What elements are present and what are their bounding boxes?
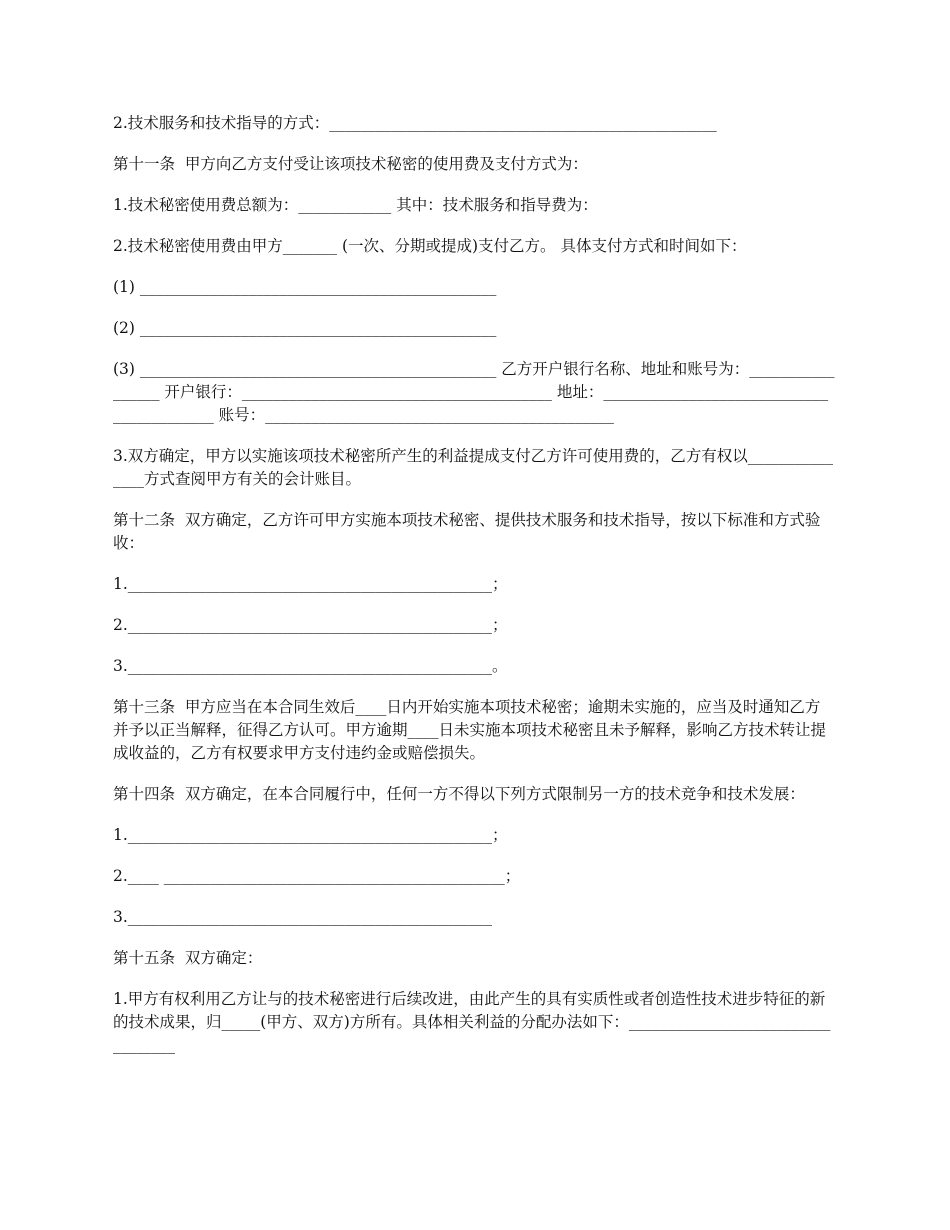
payment-item-3-bank-info: (3) ______________________________________________ 乙方开户银行名称、地址和账号为：_________________ 开户银行：________________________________________ 地址：__________________________________________ 账号：_____________________________________________ xyxy=(113,360,835,424)
payment-item-1: (1) ______________________________________________ xyxy=(113,278,497,296)
article-11-item-2: 2.技术秘密使用费由甲方_______ (一次、分期或提成)支付乙方。 具体支付方式和时间如下： xyxy=(113,237,747,255)
article-11-item-3: 3.双方确定，甲方以实施该项技术秘密所产生的利益提成支付乙方许可使用费的，乙方有权以_______________方式查阅甲方有关的会计账目。 xyxy=(113,447,834,488)
article-14-item-3: 3._______________________________________________ xyxy=(113,908,493,926)
payment-item-2: (2) ______________________________________________ xyxy=(113,319,497,337)
clause-10-item-2: 2.技术服务和技术指导的方式：__________________________________________________ xyxy=(113,114,717,132)
article-14-heading: 第十四条 双方确定，在本合同履行中，任何一方不得以下列方式限制另一方的技术竞争和技术发展： xyxy=(113,785,805,803)
article-15-item-1: 1.甲方有权利用乙方让与的技术秘密进行后续改进，由此产生的具有实质性或者创造性技术进步特征的新的技术成果，归_____(甲方、双方)方所有。具体相关利益的分配办法如下：__________________________________ xyxy=(113,990,831,1054)
article-14-item-1: 1._______________________________________________； xyxy=(113,826,508,844)
article-12-heading: 第十二条 双方确定，乙方许可甲方实施本项技术秘密、提供技术服务和技术指导，按以下标准和方式验收： xyxy=(113,511,821,552)
article-12-item-1: 1._______________________________________________； xyxy=(113,575,508,593)
article-11-heading: 第十一条 甲方向乙方支付受让该项技术秘密的使用费及支付方式为： xyxy=(113,155,588,173)
contract-document xyxy=(113,112,835,1075)
article-14-item-2: 2.____ ____________________________________________； xyxy=(113,867,521,885)
article-12-item-3: 3._______________________________________________。 xyxy=(113,657,508,675)
article-15-heading: 第十五条 双方确定： xyxy=(113,949,263,967)
article-12-item-2: 2._______________________________________________； xyxy=(113,616,508,634)
article-11-item-1: 1.技术秘密使用费总额为：____________ 其中：技术服务和指导费为： xyxy=(113,196,598,214)
article-13: 第十三条 甲方应当在本合同生效后____日内开始实施本项技术秘密；逾期未实施的，应当及时通知乙方并予以正当解释，征得乙方认可。甲方逾期____日未实施本项技术秘密且未予解释，影响乙方技术转让提成收益的，乙方有权要求甲方支付违约金或赔偿损失。 xyxy=(113,698,827,762)
